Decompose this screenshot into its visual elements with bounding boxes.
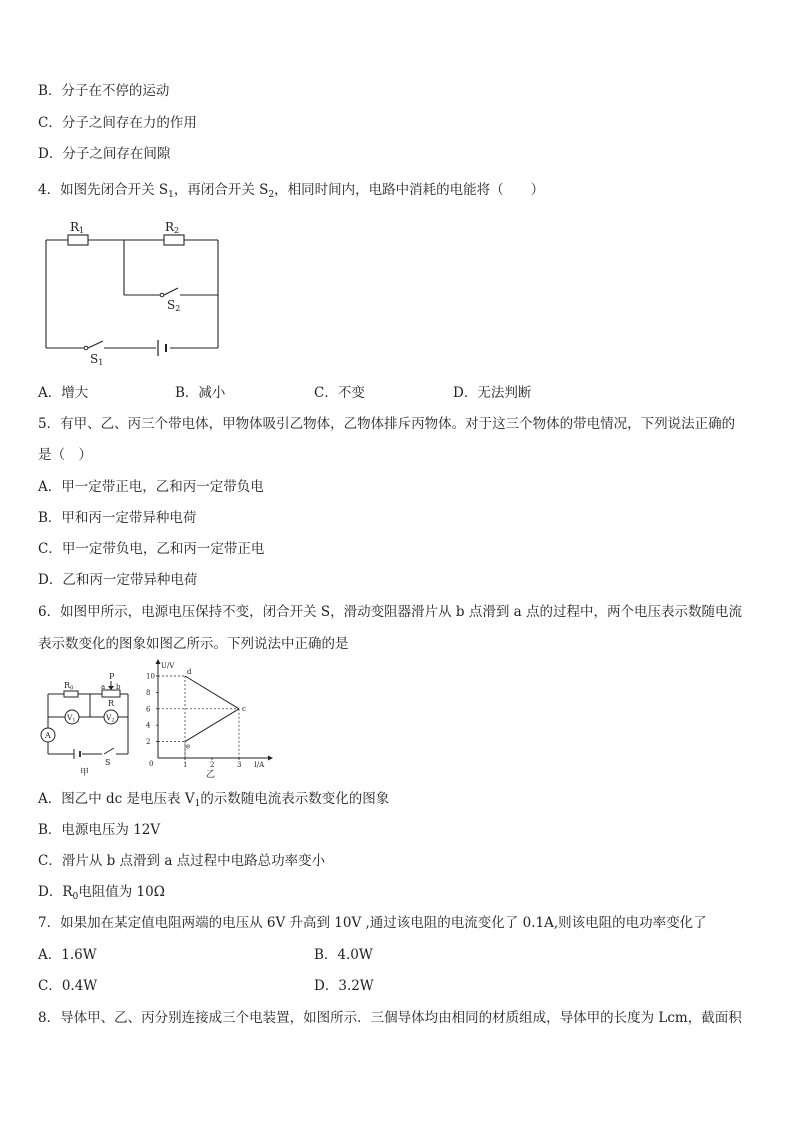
svg-text:V1: $V_1$	[67, 713, 76, 724]
q6-option-c: C．滑片从 b 点滑到 a 点过程中电路总功率变小	[38, 853, 326, 869]
x-tick-label: 1	[183, 761, 188, 769]
s2-label: S2	[167, 298, 181, 313]
resistor-r0	[64, 691, 78, 697]
y-axis-label: U/V	[161, 662, 175, 670]
q5-stem-line2: 是（ ）	[38, 447, 92, 463]
svg-text:V2: $V_2$	[106, 713, 115, 724]
point-label-d: d	[187, 668, 192, 676]
q3-option-d: D．分子之间存在间隙	[38, 146, 171, 162]
y-tick-label: 8	[146, 688, 151, 697]
x-tick-label: 2	[210, 761, 215, 769]
q5-stem-line1: 5．有甲、乙、丙三个带电体，甲物体吸引乙物体，乙物体排斥丙物体。对于这三个物体的带电情况，下列说法正确的	[38, 416, 736, 432]
s1-label: S1	[90, 352, 104, 367]
q7-option-b: B．4.0W	[314, 947, 373, 963]
y-tick-label: 0	[149, 760, 154, 768]
q4-option-d: D．无法判断	[453, 385, 532, 401]
graph-caption: 乙	[206, 770, 216, 780]
switch-s	[104, 748, 114, 754]
switch-s1	[88, 341, 103, 348]
q6-stem-line2: 表示数变化的图象如图乙所示。下列说法中正确的是	[38, 636, 349, 652]
line-ec	[185, 709, 239, 742]
battery-symbol	[158, 340, 166, 356]
q3-option-c: C．分子之间存在力的作用	[38, 115, 197, 131]
q7-stem: 7．如果加在某定值电阻两端的电压从 6V 升高到 10V ,通过该电阻的电流变化了 0.1A,则该电阻的电功率变化了	[38, 915, 707, 931]
svg-text:甲: 甲	[80, 768, 90, 778]
switch-s2	[164, 288, 178, 295]
y-tick-label: 4	[146, 721, 151, 730]
q6-option-b: B．电源电压为 12V	[38, 822, 161, 838]
resistor-r1	[68, 235, 88, 245]
r2-label: R2	[165, 220, 180, 235]
y-tick-label: 10	[146, 672, 155, 681]
y-tick-label: 6	[146, 705, 151, 714]
point-label-e: e	[186, 742, 191, 751]
q5-option-a: A．甲一定带正电，乙和丙一定带负电	[38, 479, 264, 495]
q7-option-c: C．0.4W	[38, 978, 98, 994]
r1-label: R1	[70, 220, 85, 235]
q4-option-c: C．不变	[314, 385, 365, 401]
q5-option-d: D．乙和丙一定带异种电荷	[38, 572, 198, 588]
resistor-r2	[164, 235, 184, 245]
svg-text:P: P	[109, 672, 115, 681]
q4-option-b: B．减小	[175, 385, 226, 401]
q4-option-a: A．增大	[38, 385, 89, 401]
rheostat-r	[102, 690, 120, 697]
q5-option-b: B．甲和丙一定带异种电荷	[38, 510, 197, 526]
q4-circuit-diagram	[38, 218, 228, 370]
svg-text:a: a	[101, 683, 106, 691]
q3-option-b: B．分子在不停的运动	[38, 83, 170, 99]
q7-option-a: A．1.6W	[38, 947, 97, 963]
q7-option-d: D．3.2W	[314, 978, 374, 994]
x-axis-arrow	[268, 756, 273, 761]
q6-graph	[140, 658, 275, 780]
q8-stem: 8．导体甲、乙、丙分别连接成三个电装置，如图所示．三個导体均由相同的材质组成，导体甲的长度为 Lcm，截面积	[38, 1010, 742, 1026]
x-axis-label: I/A	[254, 761, 265, 769]
q5-option-c: C．甲一定带负电，乙和丙一定带正电	[38, 541, 265, 557]
svg-text:A: A	[45, 731, 51, 740]
q4-stem: 4．如图先闭合开关 $S_1$，再闭合开关 $S_2$，相同时间内，电路中消耗的电能将（ ）	[38, 182, 545, 200]
y-axis-arrow	[156, 659, 161, 664]
y-tick-label: 2	[146, 738, 151, 747]
svg-text:R: R	[108, 699, 115, 708]
x-tick-label: 3	[237, 761, 242, 769]
point-label-c: c	[242, 704, 246, 713]
svg-text:b: b	[116, 683, 121, 691]
q6-option-a: A．图乙中 dc 是电压表 $V_1$的示数随电流表示数变化的图象	[38, 791, 390, 809]
q6-stem-line1: 6．如图甲所示，电源电压保持不变，闭合开关 S，滑动变阻器滑片从 b 点滑到 a 点的过程中，两个电压表示数随电流	[38, 604, 742, 620]
line-dc	[185, 676, 239, 709]
svg-text:R0: R0	[64, 681, 74, 692]
svg-text:S: S	[105, 758, 111, 767]
q6-option-d: D．$R_0$电阻值为 10Ω	[38, 884, 165, 902]
q6-circuit-diagram	[38, 668, 138, 780]
